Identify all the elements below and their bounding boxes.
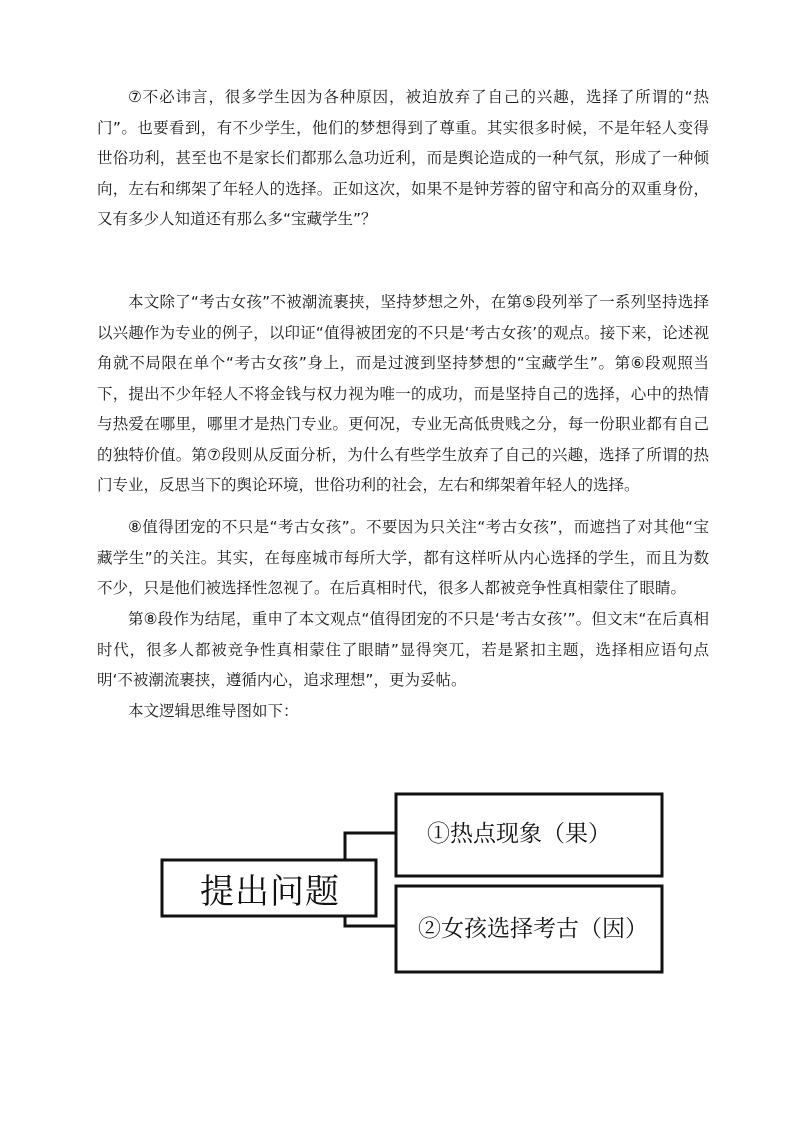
- branch-node-label-1: ①热点现象（果）: [427, 821, 611, 847]
- paragraph-7: ⑦不必讳言，很多学生因为各种原因，被迫放弃了自己的兴趣，选择了所谓的“热门”。也要看到，有不少学生，他们的梦想得到了尊重。其实很多时候，不是年轻人变得世俗功利，甚至也不是家长们都那么急功近利，而是舆论造成的一种气氛，形成了一种倾向，左右和绑架了年轻人的选择。正如这次，如果不是钟芳蓉的留守和高分的双重身份，又有多少人知道还有那么多“宝藏学生”？: [97, 88, 709, 228]
- analysis-paragraph: 本文除了“考古女孩”不被潮流裹挟，坚持梦想之外，在第⑤段列举了一系列坚持选择以兴趣作为专业的例子，以印证“值得被团宠的不只是‘考古女孩’的观点。接下来，论述视角就不局限在单个“考古女孩”身上，而是过渡到坚持梦想的“宝藏学生”。第⑥段观照当下，提出不少年轻人不将金钱与权力视为唯一的成功，而是坚持自己的选择，心中的热情与热爱在哪里，哪里才是热门专业。更何况，专业无高低贵贱之分，每一份职业都有自己的独特价值。第⑦段则从反面分析，为什么有些学生放弃了自己的兴趣，选择了所谓的热门专业，反思当下的舆论环境，世俗功利的社会，左右和绑架着年轻人的选择。: [97, 293, 709, 494]
- connector-1: [345, 833, 396, 860]
- mind-map-intro: 本文逻辑思维导图如下：: [128, 702, 299, 720]
- branch-node-label-2: ②女孩选择考古（因）: [418, 916, 648, 942]
- paragraph-8: ⑧值得团宠的不只是“考古女孩”。不要因为只关注“考古女孩”，而遮挡了对其他“宝藏学生”的关注。其实，在每座城市每所大学，都有这样听从内心选择的学生，而且为数不少，只是他们被选择性忽视了。在后真相时代，很多人都被竞争性真相蒙住了眼睛。: [97, 518, 709, 597]
- conclusion-analysis-paragraph: 第⑧段作为结尾，重申了本文观点“值得团宠的不只是‘考古女孩’”。但文末“在后真相时代，很多人都被竞争性真相蒙住了眼睛”显得突兀，若是紧扣主题，选择相应语句点明‘不被潮流裹挟，遵循内心，追求理想”，更为妥帖。: [97, 610, 709, 689]
- mind-map-diagram: [150, 782, 678, 988]
- main-node-label: 提出问题: [200, 872, 340, 912]
